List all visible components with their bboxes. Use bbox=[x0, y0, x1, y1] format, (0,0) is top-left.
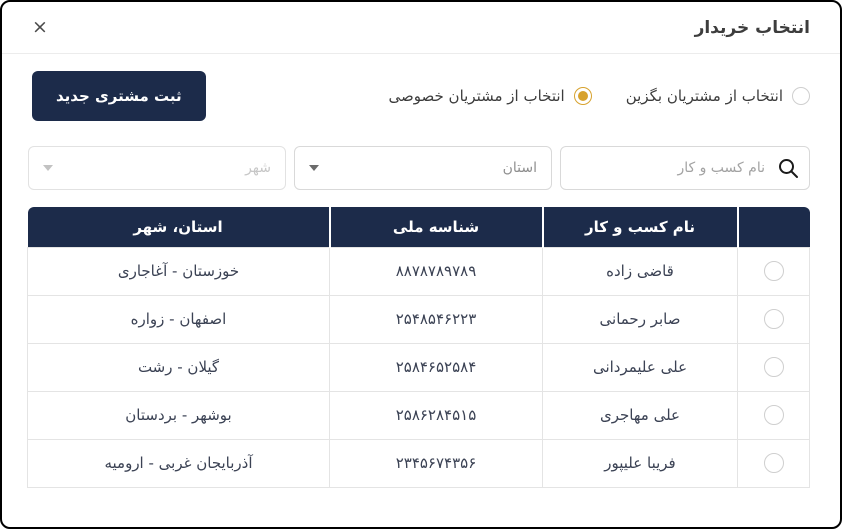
table-header bbox=[28, 207, 810, 247]
buyers-table bbox=[27, 207, 810, 488]
new-customer-button[interactable]: ثبت مشتری جدید bbox=[32, 71, 206, 121]
table-row bbox=[28, 439, 810, 487]
chevron-down-icon bbox=[43, 165, 53, 171]
modal-title: انتخاب خریدار bbox=[694, 17, 810, 38]
row-radio-button[interactable] bbox=[764, 261, 784, 281]
row-business-name: قاضی زاده bbox=[543, 247, 738, 295]
buyers-table-wrap bbox=[32, 207, 810, 488]
table-row bbox=[28, 343, 810, 391]
row-national-id: ۲۵۸۶۲۸۴۵۱۵ bbox=[330, 391, 543, 439]
province-select[interactable] bbox=[294, 146, 552, 190]
row-radio-button[interactable] bbox=[764, 309, 784, 329]
row-province-city: آذربایجان غربی - ارومیه bbox=[28, 439, 330, 487]
city-select-placeholder: شهر bbox=[245, 160, 271, 176]
radio-circle-icon[interactable] bbox=[574, 87, 592, 105]
modal-header bbox=[2, 2, 840, 54]
table-row bbox=[28, 247, 810, 295]
radio-option-bargozin[interactable] bbox=[626, 87, 810, 105]
chevron-down-icon bbox=[309, 165, 319, 171]
controls-row bbox=[32, 71, 810, 121]
header-business-name: نام کسب و کار bbox=[543, 207, 738, 247]
row-radio-button[interactable] bbox=[764, 357, 784, 377]
row-select-cell bbox=[738, 247, 810, 295]
row-national-id: ۸۸۷۸۷۸۹۷۸۹ bbox=[330, 247, 543, 295]
header-province-city: استان، شهر bbox=[28, 207, 330, 247]
row-province-city: بوشهر - بردستان bbox=[28, 391, 330, 439]
business-name-search bbox=[560, 146, 810, 190]
row-select-cell bbox=[738, 439, 810, 487]
row-business-name: صابر رحمانی bbox=[543, 295, 738, 343]
row-province-city: گیلان - رشت bbox=[28, 343, 330, 391]
row-national-id: ۲۵۸۴۶۵۲۵۸۴ bbox=[330, 343, 543, 391]
row-select-cell bbox=[738, 343, 810, 391]
province-select-placeholder: استان bbox=[502, 160, 537, 176]
row-national-id: ۲۵۴۸۵۴۶۲۲۳ bbox=[330, 295, 543, 343]
row-select-cell bbox=[738, 391, 810, 439]
row-radio-button[interactable] bbox=[764, 405, 784, 425]
table-row bbox=[28, 295, 810, 343]
header-national-id: شناسه ملی bbox=[330, 207, 543, 247]
radio-label: انتخاب از مشتریان بگزین bbox=[625, 87, 783, 105]
radio-label: انتخاب از مشتریان خصوصی bbox=[388, 87, 565, 105]
header-select-column bbox=[738, 207, 810, 247]
row-business-name: علی علیمردانی bbox=[543, 343, 738, 391]
table-body bbox=[28, 247, 810, 487]
row-business-name: علی مهاجری bbox=[543, 391, 738, 439]
city-select[interactable] bbox=[28, 146, 286, 190]
row-business-name: فریبا علیپور bbox=[543, 439, 738, 487]
search-input[interactable] bbox=[560, 146, 810, 190]
row-national-id: ۲۳۴۵۶۷۴۳۵۶ bbox=[330, 439, 543, 487]
row-select-cell bbox=[738, 295, 810, 343]
row-radio-button[interactable] bbox=[764, 453, 784, 473]
customer-source-radio-group bbox=[389, 87, 810, 105]
radio-circle-icon[interactable] bbox=[792, 87, 810, 105]
close-icon[interactable]: × bbox=[32, 16, 48, 38]
radio-option-private[interactable] bbox=[389, 87, 592, 105]
row-province-city: خوزستان - آغاجاری bbox=[28, 247, 330, 295]
row-province-city: اصفهان - زواره bbox=[28, 295, 330, 343]
filter-row bbox=[32, 146, 810, 190]
table-row bbox=[28, 391, 810, 439]
